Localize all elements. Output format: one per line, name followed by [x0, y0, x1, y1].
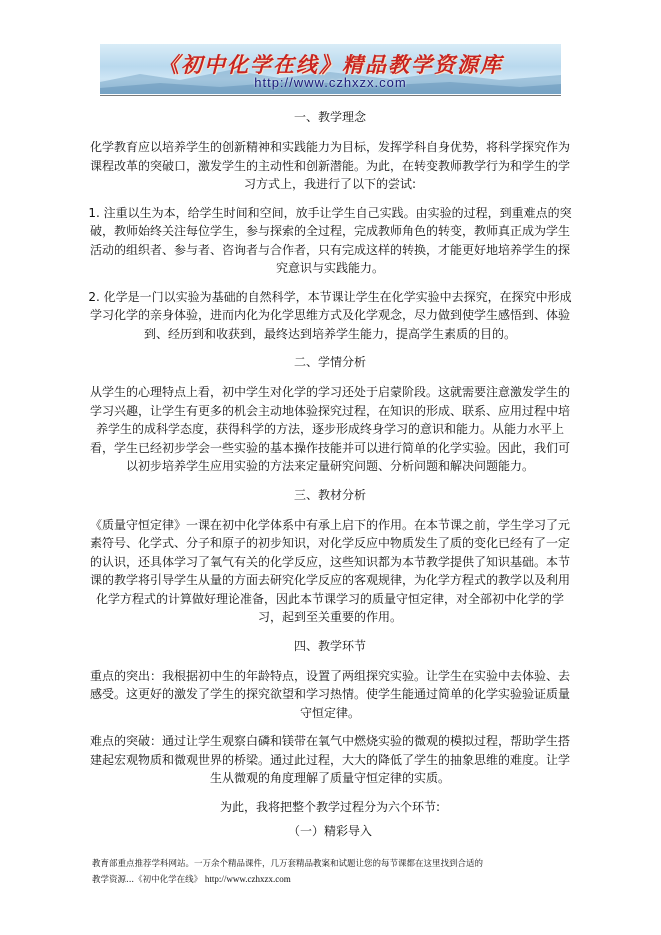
paragraph: 从学生的心理特点上看，初中学生对化学的学习还处于启蒙阶段。这就需要注意激发学生的学习兴趣，让学生有更多的机会主动地体验探究过程，在知识的形成、联系、应用过程中培养学生的成科学态度，获得科学的方法，逐步形成终身学习的意识和能力。从能力水平上看，学生已经初步学会一些实验的基本操作技能并可以进行简单的化学实验。因此，我们可以初步培养学生应用实验的方法来定量研究问题、分析问题和解决问题能力。 — [89, 385, 570, 473]
footer-line — [92, 872, 572, 888]
paragraph: 《质量守恒定律》一课在初中化学体系中有承上启下的作用。在本节课之前，学生学习了元素符号、化学式、分子和原子的初步知识，对化学反应中物质发生了质的变化已经有了一定的认识，还具体学习了氧气有关的化学反应，这些知识都为本节教学提供了知识基础。本节课的教学将引导学生从量的方面去研究化学反应的客观规律，为化学方程式的教学以及利用化学方程式的计算做好理论准备，因此本节课学习的质量守恒定律，对全部初中化学的学习，起到至关重要的作用。 — [89, 517, 570, 624]
banner-title: 《初中化学在线》精品教学资源库 — [158, 52, 503, 77]
footer-url-link[interactable]: http://www.czhxzx.com — [204, 874, 291, 884]
paragraph: 2. 化学是一门以实验为基础的自然科学，本节课让学生在化学实验中去探究，在探究中形成学习化学的亲身体验，进而内化为化学思维方式及化学观念，尽力做到使学生感悟到、体验到、经历到和收获到，最终达到培养学生能力，提高学生素质的目的。 — [88, 289, 572, 341]
section-heading-student-analysis: 二、学情分析 — [293, 355, 366, 369]
page-footer — [92, 857, 572, 888]
section-heading-teaching-steps: 四、教学环节 — [293, 638, 366, 653]
paragraph: 难点的突破：通过让学生观察白磷和镁带在氧气中燃烧实验的微观的模拟过程，帮助学生搭建起宏观物质和微观世界的桥梁。通过此过程，大大的降低了学生的抽象思维的难度。让学生从微观的角度理解了质量守恒定律的实质。 — [89, 734, 570, 785]
section-heading-teaching-philosophy: 一、教学理念 — [293, 110, 366, 124]
banner-url[interactable]: http://www.czhxzx.com — [254, 75, 407, 90]
footer-line: 教育部重点推荐学科网站。一万余个精品课件，几万套精品教案和试题让您的每节课都在这里找到合适的 — [92, 859, 484, 869]
subheading-intro: （一）精彩导入 — [287, 824, 372, 838]
section-heading-textbook-analysis: 三、教材分析 — [293, 487, 366, 502]
paragraph: 重点的突出：我根据初中生的年龄特点，设置了两组探究实验。让学生在实验中去体验、去感受。这更好的激发了学生的探究欲望和学习热情。使学生能通过简单的化学实验验证质量守恒定律。 — [89, 668, 570, 720]
header-banner — [100, 44, 561, 94]
paragraph: 为此，我将把整个教学过程分为六个环节: — [219, 799, 441, 814]
document-body — [88, 108, 572, 852]
footer-text: 教学资源...《初中化学在线》 — [92, 875, 203, 885]
paragraph: 化学教育应以培养学生的创新精神和实践能力为目标，发挥学科自身优势，将科学探究作为课程改革的突破口，激发学生的主动性和创新潜能。为此，在转变教师教学行为和学生的学习方式上，我进行了以下的尝试: — [89, 140, 570, 191]
paragraph: 1. 注重以生为本，给学生时间和空间，放手让学生自己实践。由实验的过程，到重难点的突破，教师始终关注每位学生，参与探索的全过程，完成教师角色的转变，教师真正成为学生活动的组织者、参与者、咨询者与合作者，只有完成这样的转换，才能更好地培养学生的探究意识与实践能力。 — [88, 205, 572, 275]
header-divider — [100, 95, 561, 96]
